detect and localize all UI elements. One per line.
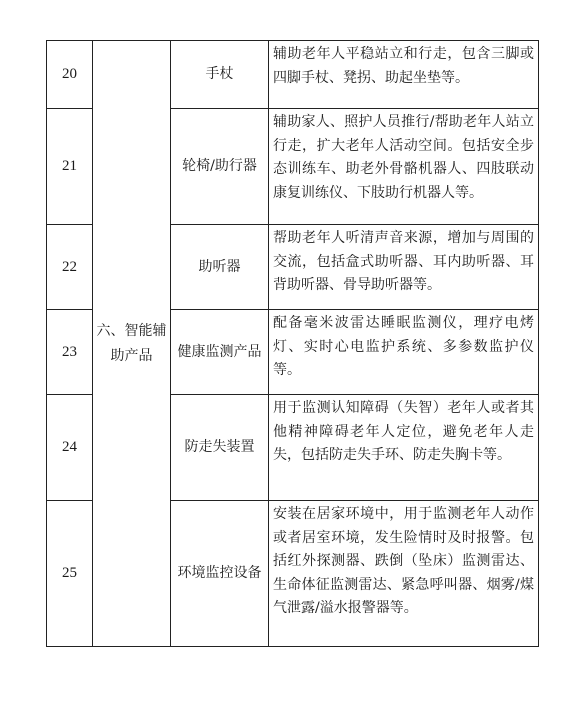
row-number: 20 — [47, 41, 93, 109]
product-name: 手杖 — [171, 41, 269, 109]
product-description: 辅助家人、照护人员推行/帮助老年人站立行走，扩大老年人活动空间。包括安全步态训练车、助老外骨骼机器人、四肢联动康复训练仪、下肢助行机器人等。 — [269, 109, 539, 225]
row-number: 24 — [47, 395, 93, 501]
category-label: 六、智能辅助产品 — [96, 322, 167, 364]
product-description: 辅助老年人平稳站立和行走，包含三脚或四脚手杖、凳拐、助起坐垫等。 — [269, 41, 539, 109]
row-number: 25 — [47, 501, 93, 647]
product-table — [46, 40, 539, 647]
row-number: 22 — [47, 225, 93, 310]
table-row — [47, 41, 539, 109]
row-number: 21 — [47, 109, 93, 225]
product-name: 防走失装置 — [171, 395, 269, 501]
product-name: 健康监测产品 — [171, 310, 269, 395]
product-description: 配备毫米波雷达睡眠监测仪，理疗电烤灯、实时心电监护系统、多参数监护仪等。 — [269, 310, 539, 395]
product-name: 环境监控设备 — [171, 501, 269, 647]
product-name: 助听器 — [171, 225, 269, 310]
category-cell — [93, 41, 171, 647]
product-description: 安装在居家环境中，用于监测老年人动作或者居室环境，发生险情时及时报警。包括红外探测器、跌倒（坠床）监测雷达、生命体征监测雷达、紧急呼叫器、烟雾/煤气泄露/溢水报警器等。 — [269, 501, 539, 647]
product-name: 轮椅/助行器 — [171, 109, 269, 225]
row-number: 23 — [47, 310, 93, 395]
product-description: 帮助老年人听清声音来源，增加与周围的交流，包括盒式助听器、耳内助听器、耳背助听器、骨导助听器等。 — [269, 225, 539, 310]
product-description: 用于监测认知障碍（失智）老年人或者其他精神障碍老年人定位，避免老年人走失，包括防走失手环、防走失胸卡等。 — [269, 395, 539, 501]
